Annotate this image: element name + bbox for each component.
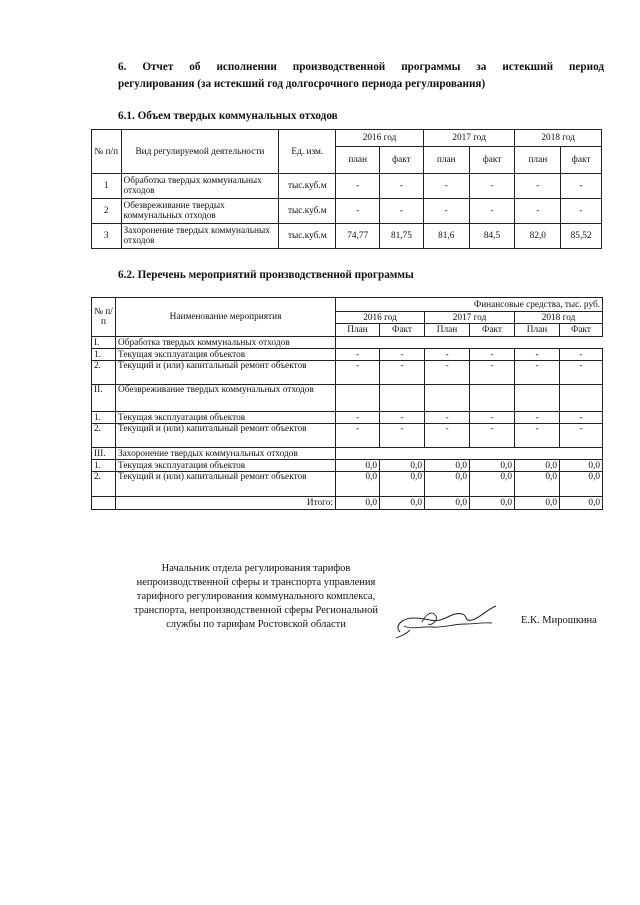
row-name: Текущий и (или) капитальный ремонт объектов (116, 361, 336, 385)
header-year: 2018 год (515, 130, 602, 147)
row-name: Обезвреживание твердых коммунальных отходов (116, 385, 336, 412)
table-row (92, 337, 603, 349)
cell-value: 74,77 (336, 224, 380, 249)
row-num: 2 (92, 199, 122, 224)
signatory-position-line: транспорта, непроизводственной сферы Региональной (133, 605, 378, 616)
cell-value: - (380, 349, 425, 361)
cell-value: - (561, 174, 602, 199)
header-fact: факт (380, 147, 424, 174)
header-activity: Вид регулируемой деятельности (121, 130, 279, 174)
signatory-position-line: тарифного регулирования коммунального комплекса, (136, 591, 376, 602)
cell-value: 0,0 (470, 472, 515, 497)
table-row (92, 174, 602, 199)
total-value: 0,0 (560, 497, 603, 510)
row-name: Текущая эксплуатация объектов (116, 412, 336, 424)
row-num: 2. (92, 424, 116, 448)
cell-value (560, 385, 603, 412)
cell-value: - (515, 349, 560, 361)
cell-value: 0,0 (470, 460, 515, 472)
header-finance: Финансовые средства, тыс. руб. (336, 298, 603, 312)
row-name: Текущая эксплуатация объектов (116, 349, 336, 361)
cell-value: - (515, 412, 560, 424)
blank-cell (336, 448, 603, 460)
cell-value: - (423, 199, 469, 224)
cell-value (515, 385, 560, 412)
cell-value: 0,0 (515, 460, 560, 472)
row-name: Текущий и (или) капитальный ремонт объектов (116, 424, 336, 448)
cell-value: - (515, 361, 560, 385)
cell-value: 0,0 (560, 460, 603, 472)
header-plan: План (515, 324, 560, 337)
row-activity: Захоронение твердых коммунальных отходов (121, 224, 279, 249)
cell-value: - (425, 361, 470, 385)
row-unit: тыс.куб.м (279, 174, 336, 199)
cell-value (380, 385, 425, 412)
handwritten-signature (392, 596, 504, 642)
cell-value: 0,0 (425, 472, 470, 497)
header-fact: факт (561, 147, 602, 174)
table-row (92, 224, 602, 249)
row-num: 2. (92, 361, 116, 385)
total-value: 0,0 (470, 497, 515, 510)
row-num: III. (92, 448, 116, 460)
table-row (92, 460, 603, 472)
cell-value: - (336, 424, 380, 448)
row-num: 3 (92, 224, 122, 249)
total-value: 0,0 (380, 497, 425, 510)
row-name: Обработка твердых коммунальных отходов (116, 337, 336, 349)
row-name: Захоронение твердых коммунальных отходов (116, 448, 336, 460)
cell-value: 0,0 (336, 472, 380, 497)
total-label: Итого: (116, 497, 336, 510)
cell-value: 0,0 (560, 472, 603, 497)
cell-value: 81,75 (380, 224, 424, 249)
signatory-position-line: Начальник отдела регулирования тарифов (161, 563, 351, 574)
cell-value: 84,5 (469, 224, 515, 249)
cell-value: 0,0 (515, 472, 560, 497)
cell-value: 0,0 (380, 472, 425, 497)
total-row (92, 497, 603, 510)
cell-value: - (336, 349, 380, 361)
row-num: I. (92, 337, 116, 349)
table-row (92, 424, 603, 448)
total-value: 0,0 (425, 497, 470, 510)
cell-value: - (336, 174, 380, 199)
cell-value: - (425, 424, 470, 448)
cell-value: - (560, 349, 603, 361)
cell-value: - (380, 199, 424, 224)
cell-value (425, 385, 470, 412)
cell-value: - (380, 361, 425, 385)
header-fact: Факт (470, 324, 515, 337)
total-value: 0,0 (515, 497, 560, 510)
header-plan: План (336, 324, 380, 337)
header-plan: план (423, 147, 469, 174)
header-plan: План (425, 324, 470, 337)
cell-value: - (336, 199, 380, 224)
blank-cell (92, 497, 116, 510)
header-year: 2017 год (425, 312, 515, 324)
section-6-1-title: 6.1. Объем твердых коммунальных отходов (118, 110, 338, 122)
header-unit: Ед. изм. (279, 130, 336, 174)
table-row (92, 349, 603, 361)
cell-value (336, 385, 380, 412)
table-row (92, 412, 603, 424)
header-fact: Факт (560, 324, 603, 337)
cell-value: - (380, 174, 424, 199)
cell-value: - (336, 361, 380, 385)
cell-value (470, 385, 515, 412)
cell-value: - (469, 174, 515, 199)
table-row (92, 199, 602, 224)
row-num: II. (92, 385, 116, 412)
row-unit: тыс.куб.м (279, 199, 336, 224)
row-name: Текущая эксплуатация объектов (116, 460, 336, 472)
cell-value: - (515, 174, 561, 199)
row-num: 2. (92, 472, 116, 497)
cell-value: - (561, 199, 602, 224)
cell-value: - (515, 424, 560, 448)
header-year: 2018 год (515, 312, 603, 324)
table-row (92, 448, 603, 460)
row-num: 1. (92, 349, 116, 361)
blank-cell (336, 337, 603, 349)
row-name: Текущий и (или) капитальный ремонт объектов (116, 472, 336, 497)
row-num: 1. (92, 460, 116, 472)
header-num: № п/п (92, 298, 116, 337)
cell-value: - (515, 199, 561, 224)
signatory-position (112, 562, 400, 632)
section-6-title-line1: 6. Отчет об исполнении производственной программы за истекший период (118, 61, 604, 73)
cell-value: - (336, 412, 380, 424)
header-year: 2016 год (336, 130, 424, 147)
table-row (92, 385, 603, 412)
cell-value: - (470, 424, 515, 448)
row-unit: тыс.куб.м (279, 224, 336, 249)
waste-volume-table (91, 129, 602, 249)
signatory-name: Е.К. Мирошкина (521, 615, 597, 626)
cell-value: 82,0 (515, 224, 561, 249)
header-name: Наименование мероприятия (116, 298, 336, 337)
row-num: 1. (92, 412, 116, 424)
row-activity: Обработка твердых коммунальных отходов (121, 174, 279, 199)
cell-value: - (425, 349, 470, 361)
cell-value: 0,0 (425, 460, 470, 472)
cell-value: 85,52 (561, 224, 602, 249)
header-plan: план (336, 147, 380, 174)
signatory-position-line: непроизводственной сферы и транспорта управления (136, 577, 376, 588)
cell-value: - (469, 199, 515, 224)
table-row (92, 361, 603, 385)
total-value: 0,0 (336, 497, 380, 510)
cell-value: - (560, 412, 603, 424)
header-num: № п/п (92, 130, 122, 174)
cell-value: 0,0 (336, 460, 380, 472)
cell-value: - (380, 412, 425, 424)
cell-value: - (425, 412, 470, 424)
table-row (92, 472, 603, 497)
cell-value: - (423, 174, 469, 199)
header-year: 2017 год (423, 130, 515, 147)
program-measures-table (91, 297, 603, 510)
cell-value: - (560, 424, 603, 448)
cell-value: 0,0 (380, 460, 425, 472)
cell-value: - (470, 349, 515, 361)
row-num: 1 (92, 174, 122, 199)
cell-value: - (470, 412, 515, 424)
cell-value: - (560, 361, 603, 385)
header-fact: факт (469, 147, 515, 174)
cell-value: - (380, 424, 425, 448)
signatory-position-line: службы по тарифам Ростовской области (166, 619, 346, 630)
section-6-title-line2: регулирования (за истекший год долгосрочного периода регулирования) (118, 78, 486, 90)
cell-value: 81,6 (423, 224, 469, 249)
row-activity: Обезвреживание твердых коммунальных отходов (121, 199, 279, 224)
header-year: 2016 год (336, 312, 425, 324)
header-plan: план (515, 147, 561, 174)
cell-value: - (470, 361, 515, 385)
section-6-2-title: 6.2. Перечень мероприятий производственной программы (118, 269, 414, 281)
header-fact: Факт (380, 324, 425, 337)
